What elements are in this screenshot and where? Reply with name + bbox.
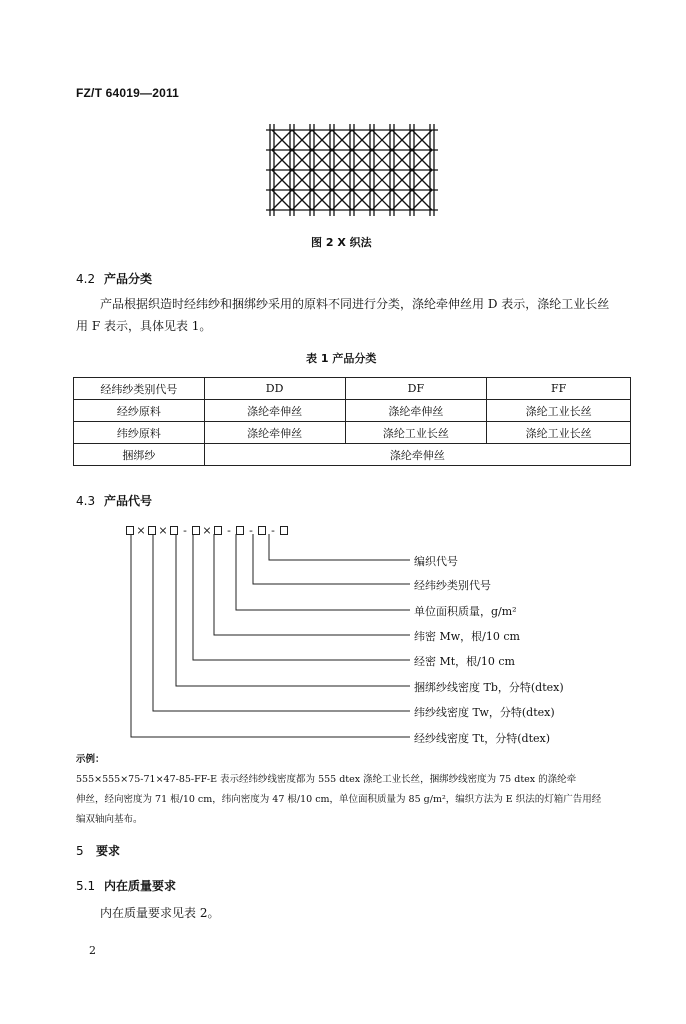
table-cell: 经纱原料 (74, 400, 205, 422)
paragraph-line: 用 F 表示，具体见表 1。 (76, 319, 212, 333)
code-label-areal-mass: 单位面积质量，g/m² (414, 605, 517, 618)
code-separator: - (271, 524, 275, 537)
table-header-cell: DD (204, 378, 345, 400)
table-1-caption: 表 1 产品分类 (306, 352, 377, 365)
paragraph-line: 产品根据织造时经纬纱和捆绑纱采用的原料不同进行分类，涤纶牵伸丝用 D 表示，涤纶工业长丝 (100, 297, 610, 311)
figure-2-caption: 图 2 X 织法 (311, 236, 372, 249)
table-header-cell: 经纬纱类别代号 (74, 378, 205, 400)
code-separator: × (136, 524, 146, 537)
section-number: 4.3 (76, 494, 96, 508)
table-cell: 涤纶牵伸丝 (204, 444, 630, 466)
section-5-heading (76, 842, 120, 859)
code-label-binding-linear-density: 捆绑纱线密度 Tb，分特(dtex) (414, 681, 564, 694)
table-cell: 涤纶牵伸丝 (204, 422, 345, 444)
code-label-weft-linear-density: 纬纱线密度 Tw，分特(dtex) (414, 706, 555, 719)
page-number: 2 (89, 944, 96, 957)
code-label-weft-density: 纬密 Mw，根/10 cm (414, 630, 520, 643)
section-title: 产品代号 (104, 494, 153, 508)
example-line: 555×555×75-71×47-85-FF-E 表示经纬纱线密度都为 555 dtex 涤纶工业长丝，捆绑纱线密度为 75 dtex 的涤纶牵 (76, 774, 577, 785)
code-separator: × (202, 524, 212, 537)
table-cell: 捆绑纱 (74, 444, 205, 466)
section-number: 5 (76, 844, 84, 858)
section-5-1-paragraph: 内在质量要求见表 2。 (100, 906, 220, 920)
example-line: 伸丝，经向密度为 71 根/10 cm，纬向密度为 47 根/10 cm，单位面积质量为 85 g/m²，编织方法为 E 织法的灯箱广告用经 (76, 794, 602, 805)
table-cell: 涤纶工业长丝 (487, 422, 631, 444)
table-cell: 纬纱原料 (74, 422, 205, 444)
code-separator: - (227, 524, 231, 537)
code-label-warp-density: 经密 Mt，根/10 cm (414, 655, 515, 668)
section-title: 产品分类 (104, 272, 153, 286)
code-label-warp-linear-density: 经纱线密度 Tt，分特(dtex) (414, 732, 551, 745)
table-header-cell: FF (487, 378, 631, 400)
code-separator: × (158, 524, 168, 537)
standard-code: FZ/T 64019—2011 (76, 86, 180, 100)
table-cell: 涤纶牵伸丝 (345, 400, 487, 422)
table-header-cell: DF (345, 378, 487, 400)
section-number: 5.1 (76, 879, 96, 893)
code-separator: - (183, 524, 187, 537)
code-label-weave: 编织代号 (414, 555, 458, 568)
code-label-yarn-type: 经纬纱类别代号 (414, 579, 491, 592)
example-line: 编双轴向基布。 (76, 814, 143, 825)
table-cell: 涤纶工业长丝 (345, 422, 487, 444)
section-title: 要求 (96, 844, 121, 858)
section-5-1-heading (76, 877, 176, 894)
table-cell: 涤纶工业长丝 (487, 400, 631, 422)
code-separator: - (249, 524, 253, 537)
example-title: 示例： (76, 754, 105, 765)
section-number: 4.2 (76, 272, 96, 286)
example-block (76, 750, 638, 830)
section-title: 内在质量要求 (104, 879, 177, 893)
table-cell: 涤纶牵伸丝 (204, 400, 345, 422)
